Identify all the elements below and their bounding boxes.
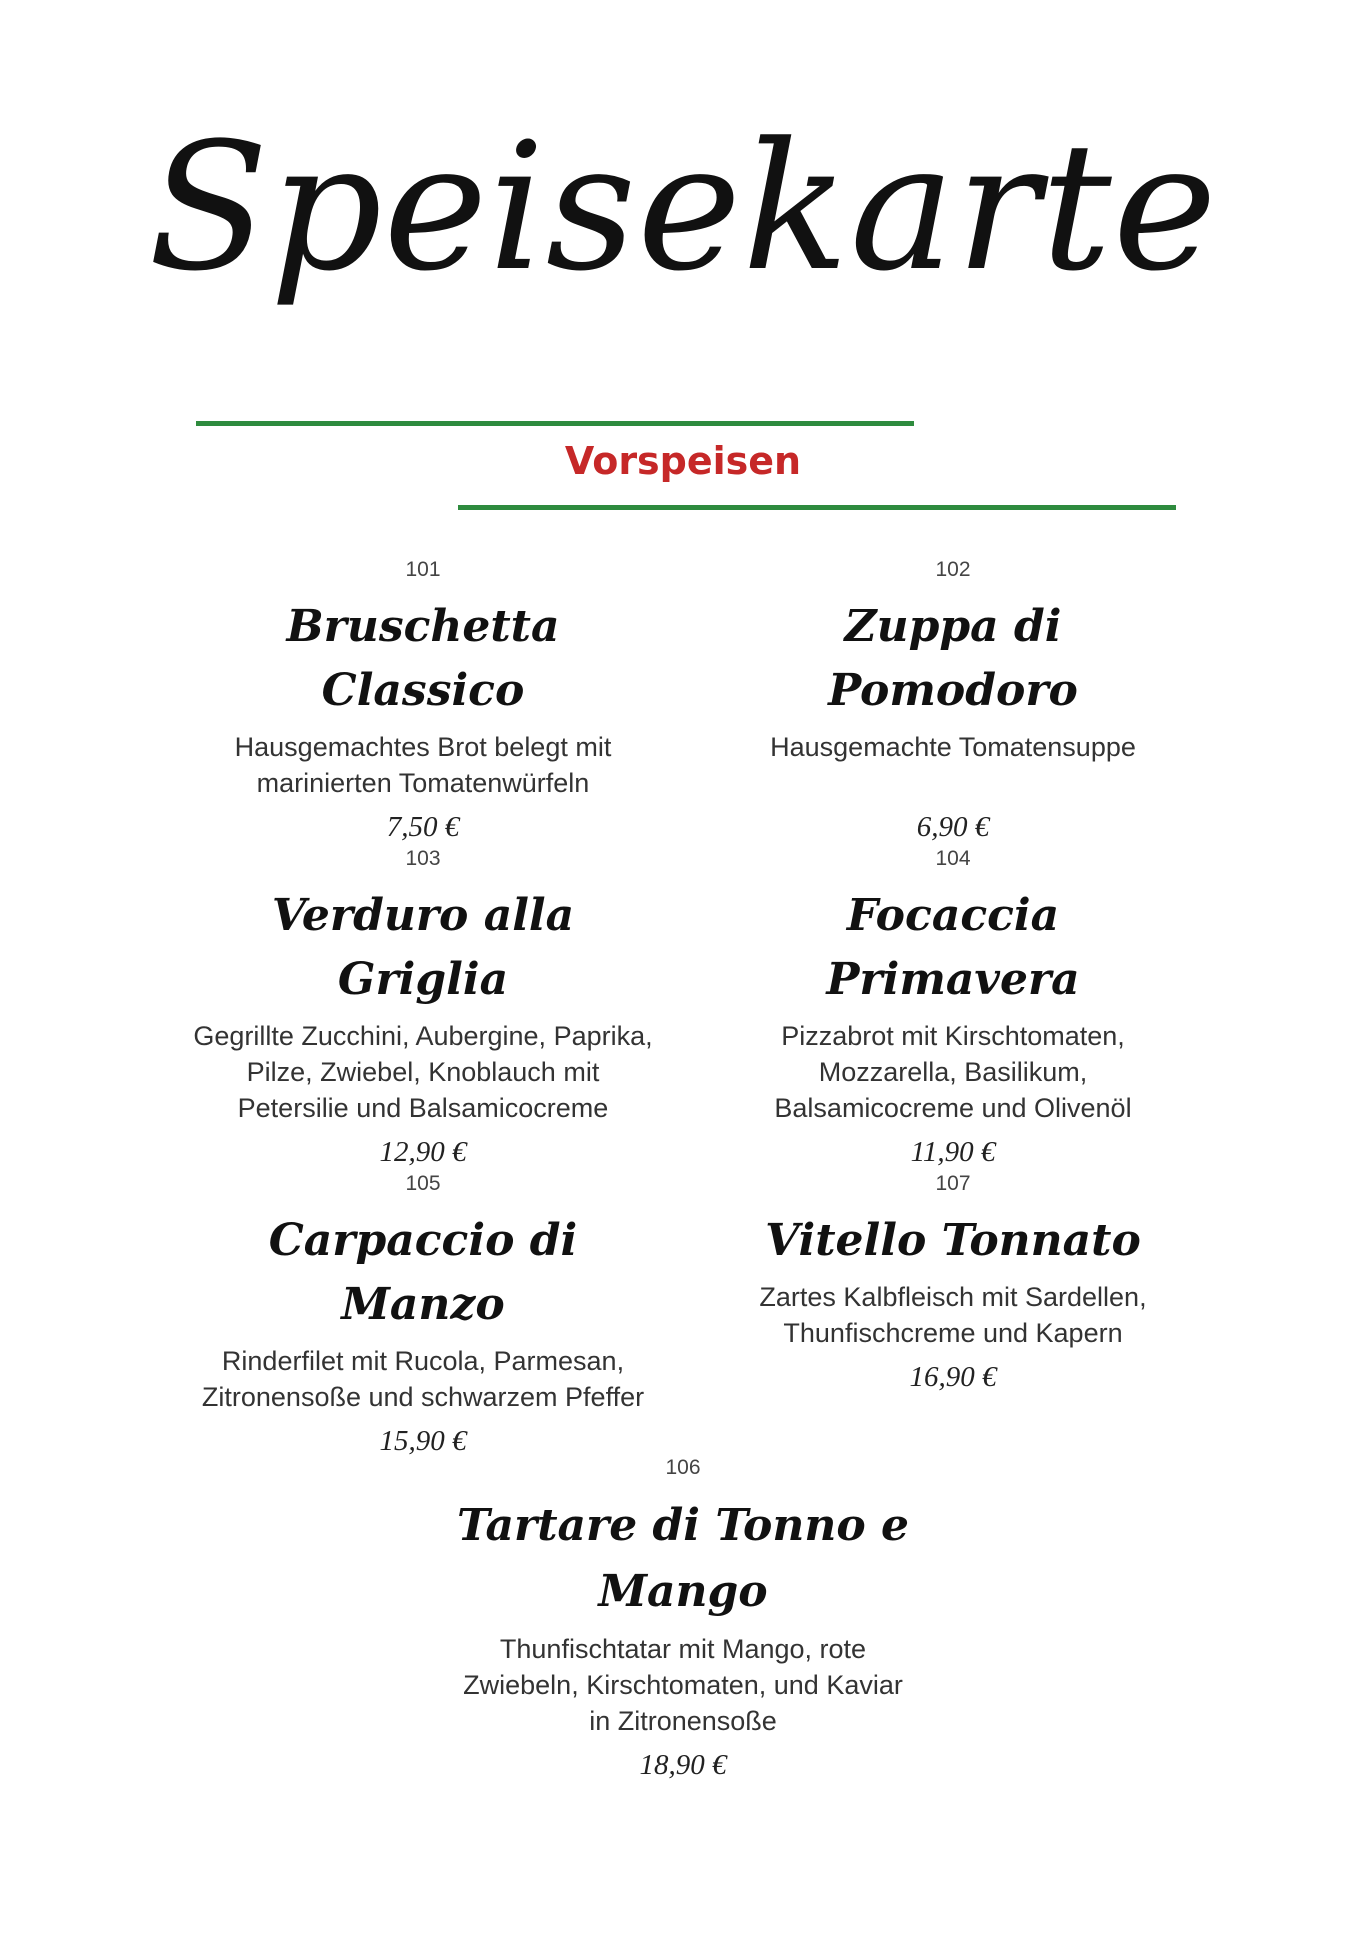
item-description: Hausgemachte Tomatensuppe (770, 732, 1136, 762)
menu-item (188, 1169, 658, 1459)
item-price: 11,90 € (910, 1136, 996, 1168)
item-price: 16,90 € (909, 1361, 997, 1393)
item-number: 106 (665, 1456, 701, 1479)
item-price: 15,90 € (379, 1425, 467, 1457)
item-number: 103 (405, 847, 441, 870)
item-description: Thunfischtatar mit Mango, rote Zwiebeln, Kirschtomaten, und Kaviar in Zitronensoße (463, 1634, 903, 1736)
item-name: Verduro alla Griglia (271, 890, 575, 1005)
item-description: Pizzabrot mit Kirschtomaten, Mozzarella, Basilikum, Balsamicocreme und Olivenöl (774, 1021, 1132, 1123)
menu-item (188, 844, 658, 1170)
item-price: 6,90 € (916, 811, 990, 843)
item-number: 101 (405, 558, 441, 581)
menu-item (718, 1169, 1188, 1395)
item-number: 107 (935, 1172, 971, 1195)
item-description: Zartes Kalbfleisch mit Sardellen, Thunfischcreme und Kapern (759, 1282, 1147, 1348)
menu-item (718, 844, 1188, 1170)
menu-title: Speisekarte (148, 105, 1218, 310)
item-number: 102 (935, 558, 971, 581)
section-title: Vorspeisen (564, 439, 802, 483)
item-name: Tartare di Tonno e Mango (456, 1500, 910, 1617)
item-name: Vitello Tonnato (765, 1215, 1141, 1266)
menu-item (718, 555, 1188, 845)
item-description: Gegrillte Zucchini, Aubergine, Paprika, Pilze, Zwiebel, Knoblauch mit Petersilie und Balsamicocreme (193, 1021, 653, 1123)
item-name: Zuppa di Pomodoro (828, 601, 1078, 716)
top-divider (196, 421, 914, 426)
menu-item (453, 1453, 913, 1783)
item-price: 7,50 € (386, 811, 460, 843)
item-price: 18,90 € (639, 1749, 727, 1781)
item-name: Focaccia Primavera (826, 890, 1080, 1005)
item-description: Hausgemachtes Brot belegt mit marinierten Tomatenwürfeln (234, 732, 612, 798)
item-number: 104 (935, 847, 971, 870)
item-number: 105 (405, 1172, 441, 1195)
item-price: 12,90 € (379, 1136, 467, 1168)
bottom-divider (458, 505, 1176, 510)
item-name: Carpaccio di Manzo (268, 1215, 578, 1330)
item-name: Bruschetta Classico (286, 601, 560, 716)
menu-item (188, 555, 658, 845)
item-description: Rinderfilet mit Rucola, Parmesan, Zitronensoße und schwarzem Pfeffer (201, 1346, 645, 1412)
